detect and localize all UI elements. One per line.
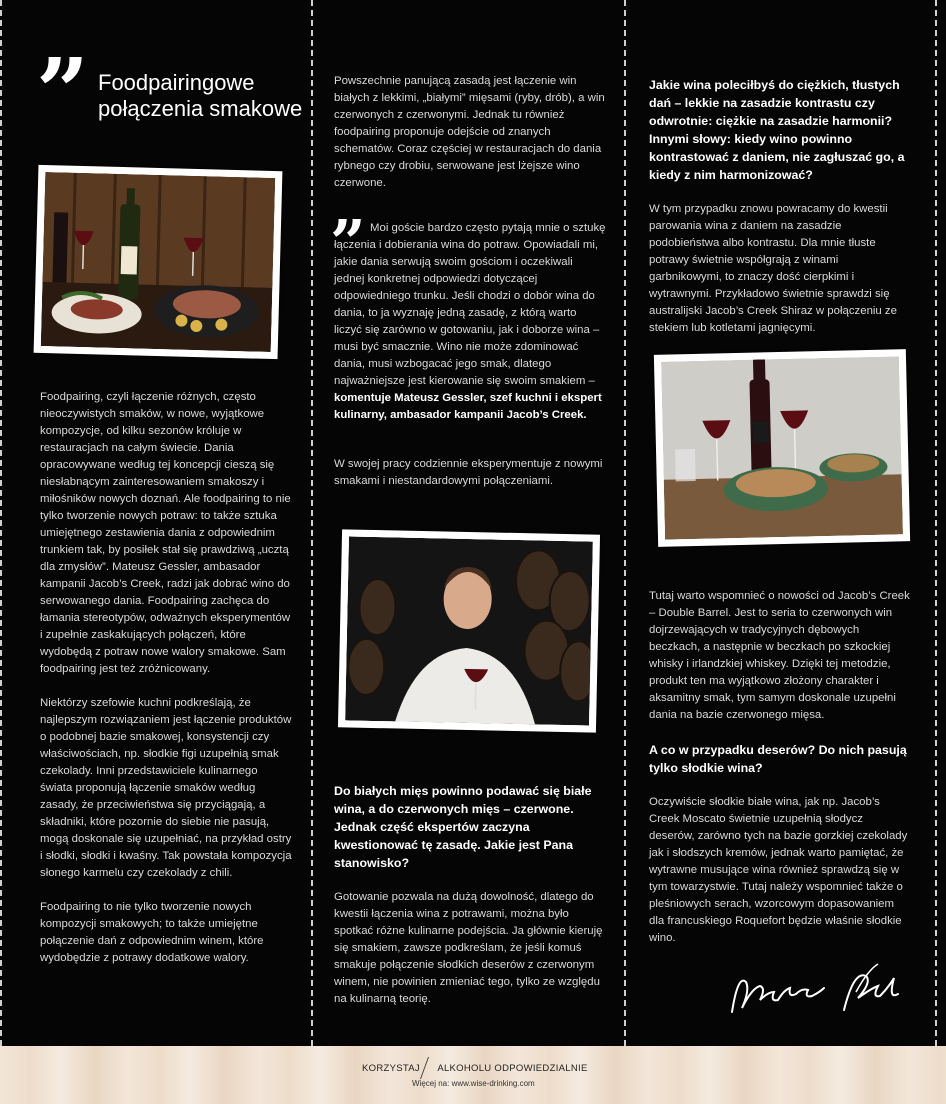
interview-question: Do białych mięs powinno podawać się białe wina, a do czerwonych mięs – czerwone. Jednak część ekspertów zaczyna kwestionować tę zasadę. Jakie jest Pana stanowisko? <box>334 784 592 870</box>
photo-steak-dinner <box>34 165 283 359</box>
title-quote-icon: ” <box>36 38 89 146</box>
quote-text: Moi goście bardzo często pytają mnie o sztukę łączenia i dobierania wina do potraw. Opowiadali mi, jakie dania serwują swoim gościom i oczekiwali jednej konkretnej odpowiedzi dotyczącej odpowiedniego trunku. Jeśli chodzi o dobór wina do dania, to ja wyznaję jedną zasadę, z którą warto liczyć się zarówno w gotowaniu, jak i doborze wina – musi być smacznie. Wino nie może zdominować dania, musi wzbogacać jego smak, dlatego najważniejsze jest kierowanie się swoim smakiem – <box>334 222 606 387</box>
column-divider <box>0 0 2 1046</box>
quote-attribution: komentuje Mateusz Gessler, szef kuchni i ekspert kulinarny, ambasador kampanii Jacob’s Creek. <box>334 392 602 421</box>
column-1 <box>40 389 292 984</box>
steak-dinner-image <box>41 172 275 352</box>
paragraph: Gotowanie pozwala na dużą dowolność, dlatego do kwestii łączenia wina z potrawami, można było spotkać różne kulinarne podejścia. Ja głównie kieruję się smakiem, zawsze podkreślam, że jeśli komuś smakuje połączenie słodkich deserów z czerwonym winem, nie powinien zmieniać tego, tylko ze względu na kulinarną teorię. <box>334 891 603 1005</box>
interview-question: A co w przypadku deserów? Do nich pasują tylko słodkie wina? <box>649 743 907 775</box>
paragraph: W swojej pracy codziennie eksperymentuje z nowymi smakami i niestandardowymi połączeniami. <box>334 458 603 487</box>
quote-icon: ” <box>330 206 366 279</box>
column-3-continued <box>649 588 911 964</box>
column-divider <box>311 0 313 1046</box>
column-2-interview <box>334 782 606 1025</box>
article-title: Foodpairingowe połączenia smakowe <box>98 70 303 121</box>
paragraph: Tutaj warto wspomnieć o nowości od Jacob’s Creek – Double Barrel. Jest to seria to czerwonych win dojrzewających w tradycyjnych dębowych beczkach, a następnie w beczkach po szkockiej whisky i irlandzkiej whiskey. Dzięki tej metodzie, produkt ten ma wyjątkowo złożony charakter i aksamitny smak, tym samym doskonale uzupełni dania na bazie czerwonego mięsa. <box>649 590 910 721</box>
interview-question: Jakie wina poleciłbyś do ciężkich, tłustych dań – lekkie na zasadzie kontrastu czy odwrotnie: ciężkie na zasadzie harmonii? Innymi słowy: kiedy wino powinno kontrastować z daniem, nie zagłuszać go, a kiedy z nim harmonizować? <box>649 78 905 182</box>
footer-wood-strip <box>0 1046 946 1104</box>
column-divider <box>624 0 626 1046</box>
paragraph: W tym przypadku znowu powracamy do kwestii parowania wina z daniem na zasadzie podobieństwa albo kontrastu. Dla mnie tłuste potrawy świetnie współgrają z winami garbnikowymi, to znaczy dość cierpkimi i wytrawnymi. Przykładowo świetnie sprawdzi się australijski Jacob’s Creek Shiraz w połączeniu ze stekiem lub kotletami jagnięcymi. <box>649 203 897 334</box>
responsible-drinking-slogan <box>362 1063 588 1074</box>
interview-quote <box>334 220 606 441</box>
intro-paragraph: Foodpairing, czyli łączenie różnych, często nieoczywistych smaków, w nowe, wyjątkowe kompozycje, od kilku sezonów króluje w restauracjach na całym świecie. Dania opracowywane według tej koncepcji cieszą się niesłabnącym zainteresowaniem smakoszy i miłośników nowych doznań. Ale foodpairing to nie tylko tworzenie nowych potraw: to także sztuka umiejętnego zestawienia dania z odpowiednim trunkiem tak, by posiłek stał się prawdziwą „ucztą dla zmysłów”. Mateusz Gessler, ambasador kampanii Jacob’s Creek, radzi jak dobrać wino do serwowanego dania. Foodpairing zachęca do łamania stereotypów, odważnych eksperymentów i zupełnie zaskakujących połączeń, które wydobędą z potraw nowe walory smakowe. Sam foodpairing jest też zróżnicowany. <box>40 391 291 675</box>
chef-portrait-image <box>345 536 593 725</box>
column-3 <box>649 76 909 354</box>
column-divider <box>935 0 937 1046</box>
salad-wine-image <box>661 356 903 539</box>
paragraph: Powszechnie panującą zasadą jest łączenie win białych z lekkimi, „białymi” mięsami (ryby, drób), a win czerwonych z czerwonymi. Jednak tu również foodpairing proponuje odejście od znanych schematów. Coraz częściej w restauracjach do dania rybnego czy drobiu, serwowane jest lżejsze wino czerwone. <box>334 75 605 189</box>
paragraph: Niektórzy szefowie kuchni podkreślają, że najlepszym rozwiązaniem jest łączenie produktów o podobnej bazie smakowej, konsystencji czy właściwościach, np. słodkie figi uzupełnią smak czekolady. Inni przedstawiciele kulinarnego świata proponują łączenie smaków według zasady, że przeciwieństwa się przyciągają, a składniki, które pozornie do siebie nie pasują, mogą doskonale się uzupełniać, na przykład ostry i słodki, słodki i kwaśny. Tak powstała kompozycja słonego karmelu czy czekolady z chili. <box>40 697 292 879</box>
paragraph: Foodpairing to nie tylko tworzenie nowych kompozycji smakowych; to także umiejętne połączenie dań z odpowiednim winem, które wydobędzie z potrawy dodatkowe walory. <box>40 901 264 964</box>
column-2 <box>334 73 606 209</box>
column-2-continued <box>334 456 606 507</box>
paragraph: Oczywiście słodkie białe wina, jak np. Jacob’s Creek Moscato świetnie uzupełnią słodycz deserów, zarówno tych na bazie gorzkiej czekolady jak i słodszych kremów, jednak warto pamiętać, że wytrawne musujące wina również sprawdzą się w tym towarzystwie. Tutaj należy wspomnieć także o pleśniowych serach, wzorcowym dopasowaniem dla francuskiego Roquefort będzie właśnie słodkie wino. <box>649 796 908 944</box>
slogan-right: ALKOHOLU ODPOWIEDZIALNIE <box>437 1063 588 1074</box>
slogan-left: KORZYSTAJ <box>362 1063 420 1074</box>
photo-salad-wine <box>654 349 910 547</box>
signature-mateusz-gessler <box>724 962 908 1024</box>
more-info-link[interactable]: Więcej na: www.wise-drinking.com <box>412 1079 535 1088</box>
photo-chef-portrait <box>338 529 600 732</box>
